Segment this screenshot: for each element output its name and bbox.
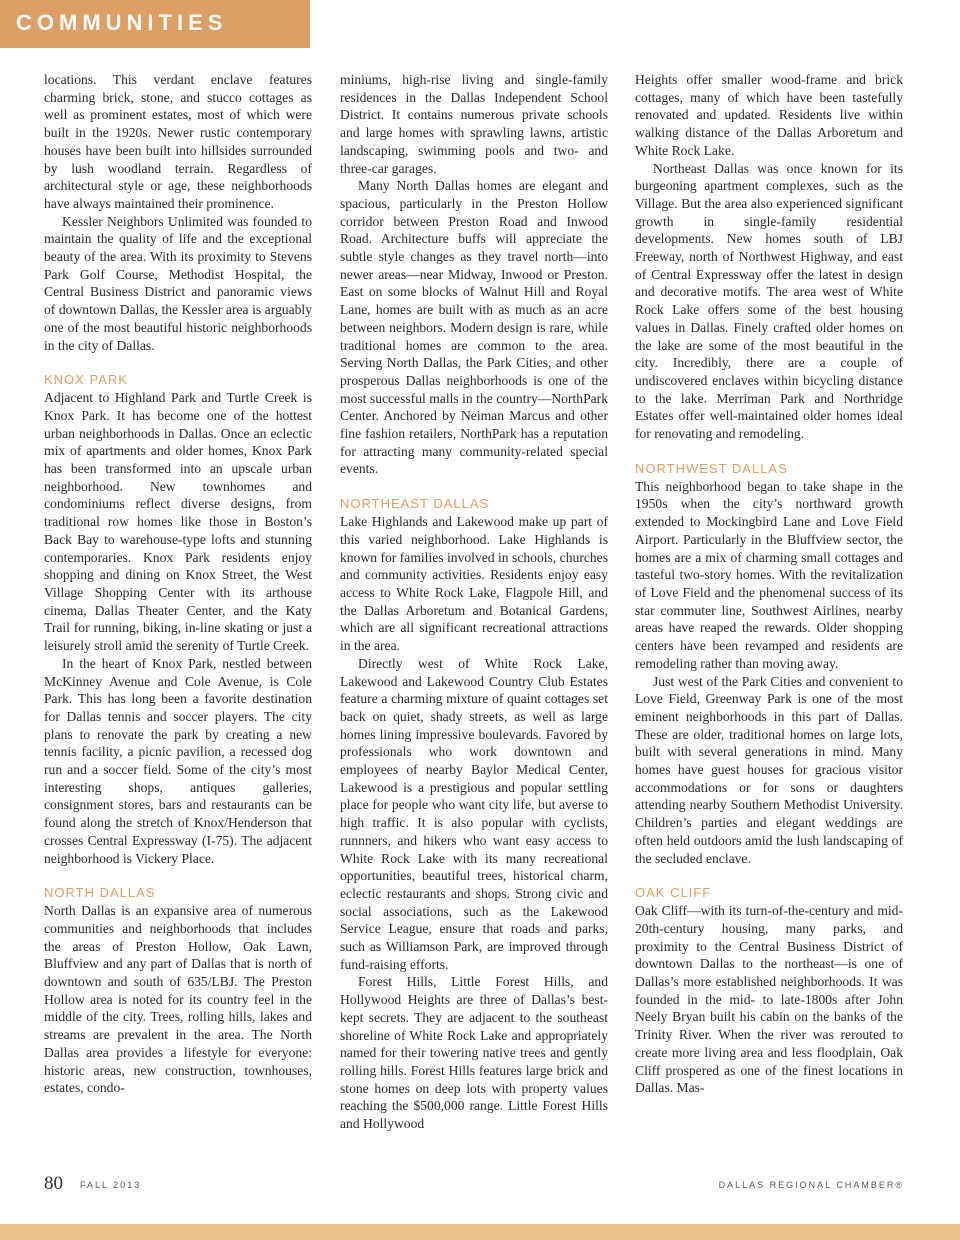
section-title: COMMUNITIES: [16, 10, 228, 35]
section-heading: NORTH DALLAS: [44, 885, 156, 901]
paragraph: Oak Cliff—with its turn-of-the-century and mid-20th-century housing, many parks, and proximity to the Central Business District of downtown Dallas to the northeast—is one of Dallas’s more established neighborhoods. It was founded in the mid- to late-1800s after John Neely Bryan built his cabin on the banks of the Trinity River. When the river was rerouted to create more living area and less floodplain, Oak Cliff prospered as one of the finest locations in Dallas. Mas-: [635, 903, 903, 1096]
paragraph: This neighborhood began to take shape in the 1950s when the city’s northward growth extended to Mockingbird Lane and Love Field Airport. Particularly in the Bluffview sector, the homes are a mix of charming small cottages and tasteful two-story homes. With the revitalization of Love Field and the phenomenal success of its star commuter line, Southwest Airlines, nearby areas have reaped the rewards. Older shopping centers have been revamped and residents are remodeling rather than moving away.: [635, 478, 903, 671]
issue-label: FALL 2013: [80, 1180, 142, 1190]
paragraph: Lake Highlands and Lakewood make up part of this varied neighborhood. Lake Highlands is known for families involved in schools, churches and community activities. Residents enjoy easy access to White Rock Lake, Flagpole Hill, and the Dallas Arboretum and Botanical Gardens, which are all significant recreational attractions in the area.: [340, 514, 608, 654]
section-header-tab: [0, 0, 310, 48]
section-heading: NORTHWEST DALLAS: [635, 460, 788, 476]
paragraph: North Dallas is an expansive area of numerous communities and neighborhoods that includes the areas of Preston Hollow, Oak Lawn, Bluffview and any part of Dallas that is north of downtown and south of 635/LBJ. The Preston Hollow area is noted for its country feel in the middle of the city. Trees, rolling hills, lakes and streams are prevalent in the area. The North Dallas area provides a lifestyle for everyone: historic areas, new construction, townhouses, estates, condo-: [44, 903, 312, 1096]
paragraph: In the heart of Knox Park, nestled between McKinney Avenue and Cole Avenue, is Cole Park. This has long been a favorite destination for Dallas tennis and soccer players. The city plans to renovate the park by creating a new tennis facility, a picnic pavilion, a recessed dog run and a soccer field. Some of the city’s most interesting shops, antiques galleries, consignment stores, bars and restaurants can be found along the stretch of Knox/Henderson that crosses Central Expressway (I-75). The adjacent neighborhood is Vickery Place.: [44, 655, 312, 866]
article-column-3: [635, 71, 903, 1097]
paragraph: Forest Hills, Little Forest Hills, and Hollywood Heights are three of Dallas’s best-kept secrets. They are adjacent to the southeast shoreline of White Rock Lake and appropriately named for their towering native trees and gently rolling hills. Forest Hills features large brick and stone homes on deep lots with property values reaching the $500,000 range. Little Forest Hills and Hollywood: [340, 974, 608, 1132]
paragraph: Northeast Dallas was once known for its burgeoning apartment complexes, such as the Village. But the area also experienced significant growth in single-family residential developments. New homes south of LBJ Freeway, north of Northwest Highway, and east of Central Expressway offer the latest in design and decorative motifs. The area west of White Rock Lake offers some of the best housing values in Dallas. Finely crafted older homes on the lake are some of the most beautiful in the city. Incredibly, there are a couple of undiscovered enclaves within bicycling distance to the lake. Merriman Park and Northridge Estates offer well-maintained older homes ideal for renovating and remodeling.: [635, 160, 903, 442]
article-column-1: [44, 71, 312, 1097]
paragraph: Heights offer smaller wood-frame and brick cottages, many of which have been tastefully renovated and updated. Residents live within walking distance of the Dallas Arboretum and White Rock Lake.: [635, 72, 903, 158]
paragraph: Adjacent to Highland Park and Turtle Creek is Knox Park. It has become one of the hottest urban neighborhoods in Dallas. Once an eclectic mix of apartments and older homes, Knox Park has been transformed into an upscale urban neighborhood. New townhomes and condominiums reflect diverse designs, from traditional row homes like those in Boston’s Back Bay to warehouse-type lofts and stunning contemporaries. Knox Park residents enjoy shopping and dining on Knox Street, the West Village Shopping Center with its arthouse cinema, Dallas Theater Center, and the Katy Trail for running, biking, in-line skating or just a leisurely stroll amid the serenity of Turtle Creek.: [44, 390, 312, 654]
paragraph: miniums, high-rise living and single-family residences in the Dallas Independent School District. It contains numerous private schools and large homes with sprawling lawns, artistic landscaping, swimming pools and two- and three-car garages.: [340, 72, 608, 176]
bottom-decorative-bar: [0, 1224, 960, 1240]
paragraph: Just west of the Park Cities and convenient to Love Field, Greenway Park is one of the most eminent neighborhoods in this part of Dallas. These are older, traditional homes on large lots, built with several generations in mind. Many homes have guest houses for gracious visitor accommodations or for sons or daughters attending nearby Southern Methodist University. Children’s parties and elegant weddings are often held outdoors amid the lush landscaping of the secluded enclave.: [635, 673, 903, 866]
page-number: 80: [44, 1173, 63, 1194]
paragraph: locations. This verdant enclave features charming brick, stone, and stucco cottages as well as prominent estates, most of which were built in the 1920s. Newer rustic contemporary houses have been built into hillsides surrounded by lush woodland terrain. Regardless of architectural style or age, these neighborhoods have always maintained their prominence.: [44, 72, 312, 211]
section-heading: NORTHEAST DALLAS: [340, 496, 490, 512]
paragraph: Kessler Neighbors Unlimited was founded to maintain the quality of life and the exceptional beauty of the area. With its proximity to Stevens Park Golf Course, Methodist Hospital, the Central Business District and panoramic views of downtown Dallas, the Kessler area is arguably one of the most beautiful historic neighborhoods in the city of Dallas.: [44, 213, 312, 353]
article-column-2: [340, 71, 608, 1133]
section-heading: OAK CLIFF: [635, 885, 712, 901]
paragraph: Many North Dallas homes are elegant and spacious, particularly in the Preston Hollow corridor between Preston Road and Inwood Road. Architecture buffs will appreciate the subtle style changes as they travel north—into newer areas—near Midway, Inwood or Preston. East on some blocks of Walnut Hill and Royal Lane, homes are built with as much as an acre between neighbors. Modern design is rare, while traditional homes are common to the area. Serving North Dallas, the Park Cities, and other prosperous Dallas neighborhoods is one of the most successful malls in the country—NorthPark Center. Anchored by Neiman Marcus and other fine fashion retailers, NorthPark has a reputation for attracting many community-related special events.: [340, 178, 608, 477]
publication-name: DALLAS REGIONAL CHAMBER®: [718, 1180, 904, 1190]
section-heading: KNOX PARK: [44, 372, 128, 388]
paragraph: Directly west of White Rock Lake, Lakewood and Lakewood Country Club Estates feature a charming mixture of quaint cottages set back on quiet, shady streets, as well as large homes lining impressive boulevards. Favored by professionals who work downtown and employees of nearby Baylor Medical Center, Lakewood is a prestigious and popular settling place for people who want city life, but averse to high traffic. It is also popular with cyclists, runnners, and hikers who want easy access to White Rock Lake with its many recreational opportunities, beautiful trees, historical charm, eclectic restaurants and shops. Strong civic and social associations, such as the Lakewood Service League, ensure that roads and parks, such as Williamson Park, are improved through fund-raising efforts.: [340, 655, 608, 972]
